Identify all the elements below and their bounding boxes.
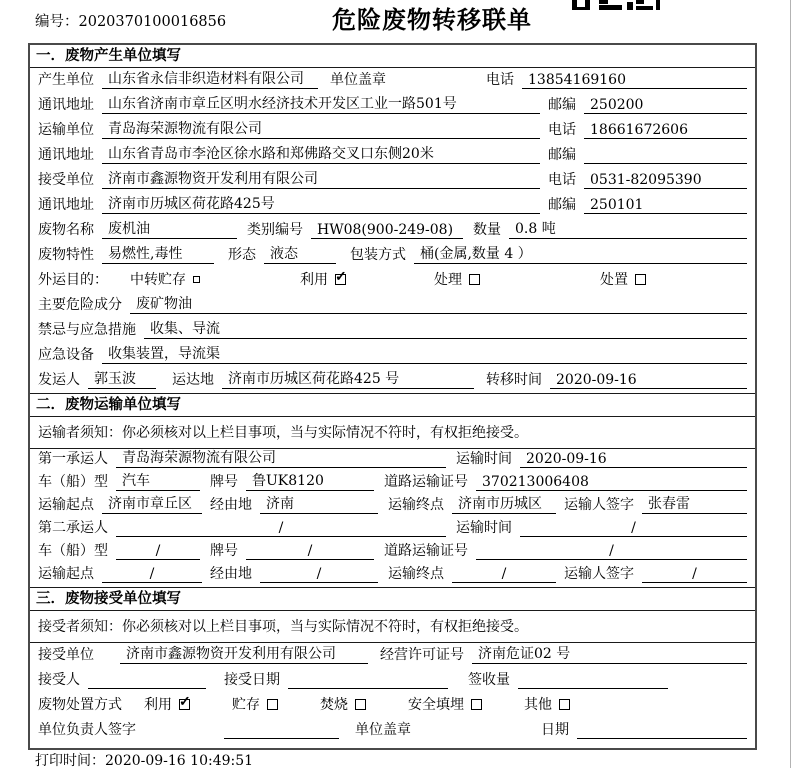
waste-character-value: 易燃性,毒性	[102, 243, 214, 264]
receiver-unit-value: 济南市鑫源物资开发利用有限公司	[102, 168, 540, 189]
road-permit2-label: 道路运输证号	[384, 543, 468, 559]
form-state-value: 液态	[264, 243, 336, 264]
producer-address-value: 山东省济南市章丘区明水经济技术开发区工业一路501号	[102, 93, 540, 114]
purpose-option-utilize-label: 利用	[300, 272, 328, 288]
plate1-value: 鲁UK8120	[246, 470, 374, 491]
receiver-unit-label: 接受单位	[38, 172, 94, 188]
disposal-option-incinerate	[320, 694, 366, 714]
producer-zip-value: 250200	[584, 97, 747, 114]
transfer-form	[28, 43, 757, 750]
sign2-value: /	[642, 566, 747, 583]
transport-time2-value: /	[520, 520, 747, 537]
transfer-time-value: 2020-09-16	[550, 372, 747, 389]
producer-zip-label: 邮编	[548, 97, 576, 113]
road-permit1-value: 370213006408	[476, 474, 747, 491]
row-transfer-purpose	[30, 268, 755, 293]
origin1-label: 运输起点	[38, 497, 94, 513]
emergency-measures-value: 收集、导流	[144, 318, 747, 339]
emergency-equipment-label: 应急设备	[38, 347, 94, 363]
print-time-label: 打印时间：	[35, 753, 105, 768]
purpose-option-storage	[130, 269, 200, 289]
first-carrier-label: 第一承运人	[38, 451, 108, 467]
disposal-option-incinerate-label: 焚烧	[320, 697, 348, 713]
producer-address-label: 通讯地址	[38, 97, 94, 113]
serial-value: 2020370100016856	[78, 14, 227, 30]
form-state-label: 形态	[228, 247, 256, 263]
receiver-address-value: 济南市历城区荷花路425号	[102, 193, 540, 214]
print-time-value: 2020-09-16 10:49:51	[105, 753, 254, 768]
dest2-label: 运输终点	[388, 566, 444, 582]
shipper-value: 郭玉波	[88, 368, 156, 389]
transfer-time-label: 转移时间	[486, 372, 542, 388]
dispose-checkbox-icon	[635, 274, 646, 285]
date-value	[577, 722, 747, 739]
section-receiver	[30, 587, 755, 748]
row-hazard-component	[30, 293, 755, 318]
row-emergency-equipment	[30, 343, 755, 368]
receiver-phone-label: 电话	[548, 172, 576, 188]
row-transport-unit	[30, 118, 755, 143]
second-carrier-label: 第二承运人	[38, 520, 108, 536]
row-producer-unit	[30, 68, 755, 93]
row-manager-sign	[30, 718, 755, 743]
vehicle-type2-label: 车（船）型	[38, 543, 108, 559]
section-producer-heading: 一．废物产生单位填写	[30, 45, 755, 68]
origin2-value: /	[102, 566, 202, 583]
transport-address-value: 山东省青岛市李沧区徐水路和郑佛路交叉口东侧20米	[102, 143, 540, 164]
vehicle-type1-label: 车（船）型	[38, 474, 108, 490]
via1-label: 经由地	[210, 497, 252, 513]
row-accept-unit	[30, 643, 755, 668]
date-label: 日期	[541, 722, 569, 738]
signed-qty-value	[518, 672, 668, 689]
purpose-option-utilize	[300, 269, 346, 289]
producer-phone-label: 电话	[486, 72, 514, 88]
row-receiver-address	[30, 193, 755, 218]
sign1-label: 运输人签字	[564, 497, 634, 513]
row-vehicle2	[30, 541, 755, 564]
via2-value: /	[260, 566, 378, 583]
emergency-equipment-value: 收集装置，导流渠	[102, 343, 747, 364]
row-first-carrier	[30, 449, 755, 472]
row-waste-character	[30, 243, 755, 268]
waste-name-value: 废机油	[102, 218, 237, 239]
receiver-seal-label: 单位盖章	[355, 722, 411, 738]
row-transport-address	[30, 143, 755, 168]
row-recipient	[30, 668, 755, 693]
accept-date-label: 接受日期	[224, 672, 280, 688]
plate2-value: /	[246, 543, 374, 560]
license-label: 经营许可证号	[380, 647, 464, 663]
purpose-option-dispose-label: 处置	[600, 272, 628, 288]
packing-label: 包装方式	[350, 247, 406, 263]
row-producer-address	[30, 93, 755, 118]
dest1-value: 济南市历城区	[452, 493, 556, 514]
row-route1	[30, 495, 755, 518]
row-waste-name	[30, 218, 755, 243]
serial-number	[35, 10, 226, 31]
section-receiver-heading: 三．废物接受单位填写	[30, 588, 755, 611]
print-time	[35, 750, 253, 768]
receiver-zip-label: 邮编	[548, 197, 576, 213]
transport-zip-label: 邮编	[548, 147, 576, 163]
purpose-option-treat-label: 处理	[434, 272, 462, 288]
disposal-utilize-checkbox-icon	[179, 699, 190, 710]
license-value: 济南危证02 号	[472, 643, 747, 664]
category-code-value: HW08(900-249-08)	[311, 222, 463, 239]
recipient-value	[88, 672, 206, 689]
purpose-option-storage-label: 中转贮存	[130, 272, 186, 288]
via2-label: 经由地	[210, 566, 252, 582]
receiver-notice: 接受者须知：你必须核对以上栏目事项，当与实际情况不符时，有权拒绝接受。	[30, 611, 755, 643]
quantity-label: 数量	[473, 222, 501, 238]
dest1-label: 运输终点	[388, 497, 444, 513]
section-transport-heading: 二．废物运输单位填写	[30, 394, 755, 417]
waste-character-label: 废物特性	[38, 247, 94, 263]
transfer-purpose-label: 外运目的：	[38, 272, 108, 288]
disposal-store-checkbox-icon	[267, 699, 278, 710]
row-emergency-measures	[30, 318, 755, 343]
origin2-label: 运输起点	[38, 566, 94, 582]
transport-phone-label: 电话	[548, 122, 576, 138]
accept-unit-value: 济南市鑫源物资开发利用有限公司	[120, 643, 368, 664]
receiver-phone-value: 0531-82095390	[584, 172, 747, 189]
disposal-option-landfill-label: 安全填埋	[408, 697, 464, 713]
section-transport	[30, 393, 755, 587]
disposal-option-other-label: 其他	[524, 697, 552, 713]
disposal-other-checkbox-icon	[559, 699, 570, 710]
receiver-address-label: 通讯地址	[38, 197, 94, 213]
disposal-incinerate-checkbox-icon	[355, 699, 366, 710]
second-carrier-value: /	[116, 520, 446, 537]
origin1-value: 济南市章丘区	[102, 493, 202, 514]
receiver-zip-value: 250101	[584, 197, 747, 214]
sign1-value: 张春雷	[642, 493, 747, 514]
first-carrier-value: 青岛海荣源物流有限公司	[116, 447, 446, 468]
qr-code-fragment	[572, 0, 660, 10]
destination-value: 济南市历城区荷花路425 号	[222, 368, 474, 389]
transport-time2-label: 运输时间	[456, 520, 512, 536]
disposal-option-utilize-label: 利用	[144, 697, 172, 713]
disposal-option-store	[232, 694, 278, 714]
treat-checkbox-icon	[469, 274, 480, 285]
hazard-component-value: 废矿物油	[130, 293, 747, 314]
sign2-label: 运输人签字	[564, 566, 634, 582]
emergency-measures-label: 禁忌与应急措施	[38, 322, 136, 338]
vehicle-type1-value: 汽车	[116, 470, 200, 491]
transporter-notice: 运输者须知：你必须核对以上栏目事项，当与实际情况不符时，有权拒绝接受。	[30, 417, 755, 449]
transport-address-label: 通讯地址	[38, 147, 94, 163]
row-vehicle1	[30, 472, 755, 495]
manager-sign-label: 单位负责人签字	[38, 722, 136, 738]
row-route2	[30, 564, 755, 587]
producer-phone-value: 13854169160	[522, 72, 747, 89]
quantity-value: 0.8 吨	[509, 218, 747, 239]
transport-zip-value	[584, 147, 747, 164]
packing-value: 桶(金属,数量 4 ）	[414, 243, 747, 264]
signed-qty-label: 签收量	[468, 672, 510, 688]
category-code-label: 类别编号	[247, 222, 303, 238]
disposal-option-utilize	[144, 694, 190, 714]
transport-time1-value: 2020-09-16	[520, 451, 747, 468]
row-second-carrier	[30, 518, 755, 541]
serial-label: 编号：	[35, 14, 79, 30]
destination-label: 运达地	[172, 372, 214, 388]
transport-phone-value: 18661672606	[584, 122, 747, 139]
unit-seal-label: 单位盖章	[330, 72, 386, 88]
section-producer	[30, 45, 755, 393]
storage-checkbox-icon	[193, 276, 200, 283]
road-permit2-value: /	[476, 543, 747, 560]
disposal-method-label: 废物处置方式	[38, 697, 122, 713]
disposal-option-store-label: 贮存	[232, 697, 260, 713]
shipper-label: 发运人	[38, 372, 80, 388]
utilize-checkbox-icon	[335, 274, 346, 285]
purpose-option-treat	[434, 269, 480, 289]
plate1-label: 牌号	[210, 474, 238, 490]
waste-name-label: 废物名称	[38, 222, 94, 238]
disposal-option-landfill	[408, 694, 482, 714]
transport-unit-label: 运输单位	[38, 122, 94, 138]
vehicle-type2-value: /	[116, 543, 200, 560]
plate2-label: 牌号	[210, 543, 238, 559]
producer-unit-value: 山东省永信非织造材料有限公司	[102, 68, 318, 89]
page-edge-line	[790, 0, 791, 768]
hazard-component-label: 主要危险成分	[38, 297, 122, 313]
accept-date-value	[288, 672, 448, 689]
disposal-landfill-checkbox-icon	[471, 699, 482, 710]
producer-unit-label: 产生单位	[38, 72, 94, 88]
page-title: 危险废物转移联单	[332, 6, 532, 34]
accept-unit-label: 接受单位	[38, 647, 94, 663]
transport-time1-label: 运输时间	[456, 451, 512, 467]
manager-sign-value	[224, 722, 339, 739]
row-disposal-method	[30, 693, 755, 718]
dest2-value: /	[452, 566, 556, 583]
row-shipper	[30, 368, 755, 393]
purpose-option-dispose	[600, 269, 646, 289]
transport-unit-value: 青岛海荣源物流有限公司	[102, 118, 540, 139]
recipient-label: 接受人	[38, 672, 80, 688]
road-permit1-label: 道路运输证号	[384, 474, 468, 490]
via1-value: 济南	[260, 493, 378, 514]
disposal-option-other	[524, 694, 570, 714]
row-receiver-unit	[30, 168, 755, 193]
